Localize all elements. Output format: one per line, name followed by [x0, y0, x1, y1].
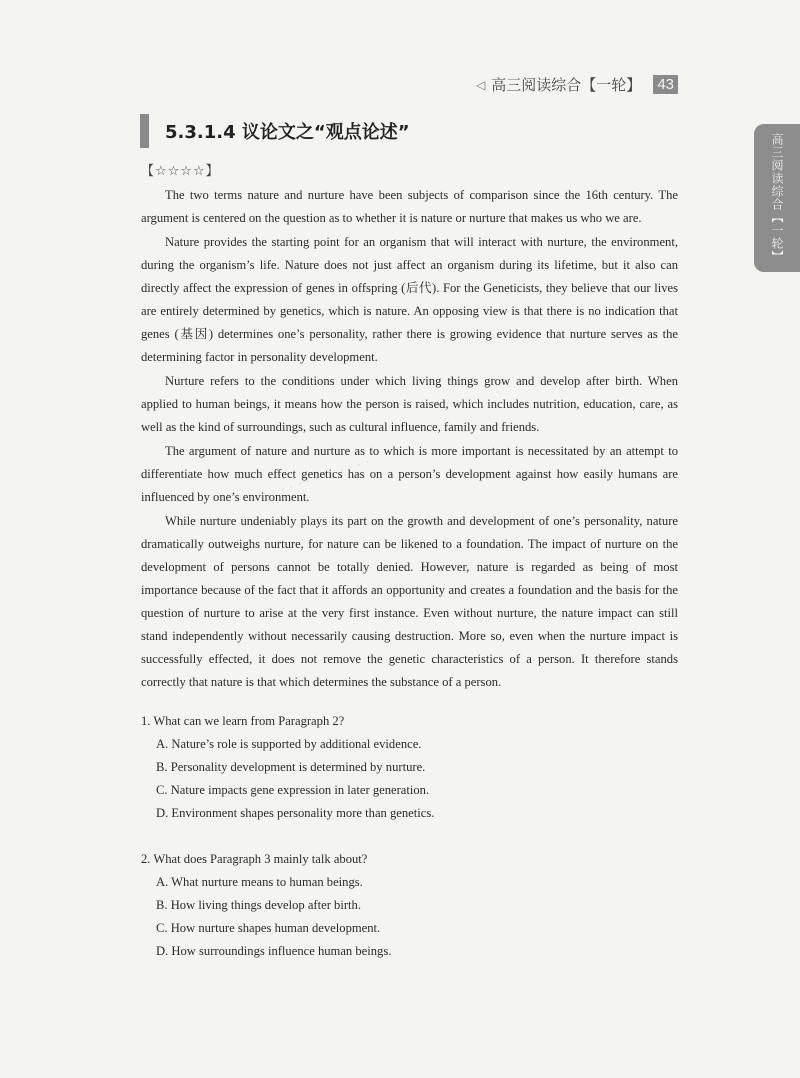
- running-header: [476, 74, 678, 95]
- paragraph-5: While nurture undeniably plays its part on the growth and development of one’s personality, nature dramatically outweighs nurture, for nature can be likened to a foundation. The impact of nurture on the development of persons cannot be totally denied. However, nature is regarded as being of most importance because of the fact that it affords an opportunity and creates a foundation and the basis for the question of nurture to arise at the very first instance. Even without nurture, the nature impact can still stand independently without necessarily causing destruction. More so, even when the nurture impact is successfully effected, it does not remove the genetic characteristics of a person. It therefore stands correctly that nature is that which determines the substance of a person.: [141, 514, 678, 689]
- option-a: A. What nurture means to human beings.: [156, 875, 363, 889]
- page-number: 43: [653, 75, 678, 94]
- heading-bar: [140, 114, 149, 148]
- option-b: B. Personality development is determined by nurture.: [156, 760, 426, 774]
- option-a: A. Nature’s role is supported by additional evidence.: [156, 737, 422, 751]
- difficulty-rating: 【☆☆☆☆】: [141, 164, 220, 179]
- left-triangle-icon: ◁: [476, 77, 486, 92]
- paragraph-1: The two terms nature and nurture have been subjects of comparison since the 16th century. The argument is centered on the question as to whether it is nature or nurture that makes us who we are.: [141, 188, 678, 225]
- option-d: D. How surroundings influence human beings.: [156, 944, 392, 958]
- option-d: D. Environment shapes personality more than genetics.: [156, 806, 435, 820]
- question-stem: 1. What can we learn from Paragraph 2?: [141, 714, 345, 728]
- question-stem: 2. What does Paragraph 3 mainly talk about?: [141, 852, 368, 866]
- paragraph-2: Nature provides the starting point for an organism that will interact with nurture, the environment, during the organism’s life. Nature does not just affect an organism during its lifetime, but it also can directly affect the expression of genes in offspring (后代). For the Geneticists, they believe that our lives are entirely determined by genetics, which is nature. An opposing view is that there is no indication that genes (基因) determines one’s personality, rather there is growing evidence that nurture serves as the determining factor in personality development.: [141, 235, 678, 364]
- option-c: C. Nature impacts gene expression in later generation.: [156, 783, 430, 797]
- paragraph-4: The argument of nature and nurture as to which is more important is necessitated by an attempt to differentiate how much effect genetics has on a person’s development against how easily humans are influenced by one’s environment.: [141, 444, 678, 504]
- option-c: C. How nurture shapes human development.: [156, 921, 381, 935]
- question-1: [141, 710, 678, 825]
- watermark: · · · · · · · · · · · ·: [270, 454, 373, 502]
- paragraph-3: Nurture refers to the conditions under which living things grow and develop after birth. When applied to human beings, it means how the person is raised, which includes nutrition, education, care, as well as the kind of surroundings, such as cultural influence, family and friends.: [141, 374, 678, 434]
- section-heading: [140, 114, 410, 148]
- passage: [141, 184, 678, 695]
- question-list: [141, 710, 678, 986]
- chapter-side-tab: 高三阅读综合【一轮】: [754, 124, 800, 272]
- running-title: 高三阅读综合【一轮】: [491, 76, 642, 94]
- question-2: [141, 848, 678, 963]
- section-title: 5.3.1.4 议论文之“观点论述”: [165, 122, 410, 143]
- option-b: B. How living things develop after birth.: [156, 898, 361, 912]
